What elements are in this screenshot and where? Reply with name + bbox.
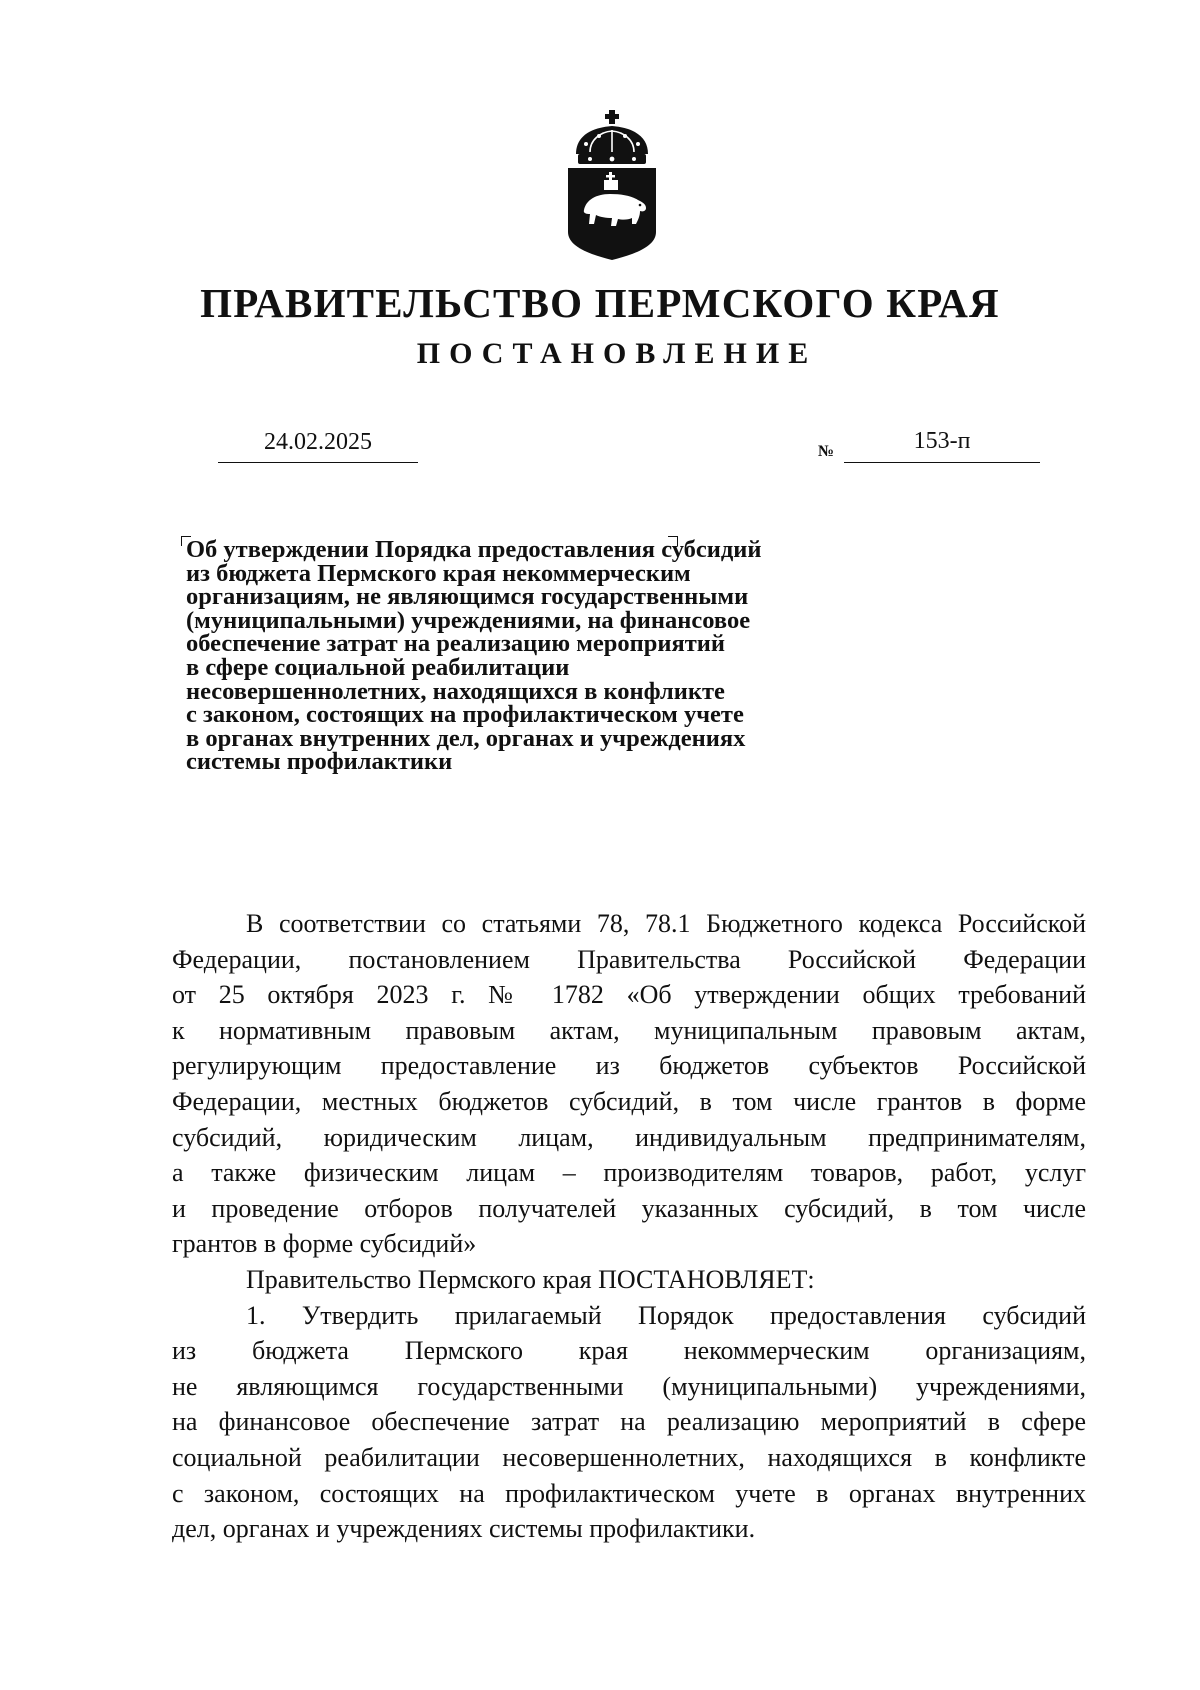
paragraph-preamble — [172, 906, 1086, 1262]
body-line: грантов в форме субсидий» — [172, 1229, 477, 1259]
body-line: Федерации, местных бюджетов субсидий, в том числе грантов в форме — [172, 1086, 1086, 1116]
paragraph-resolves — [172, 1262, 1086, 1298]
body-line: на финансовое обеспечение затрат на реализацию мероприятий в сфере — [172, 1407, 1086, 1437]
body-line: 1. Утвердить прилагаемый Порядок предоставления субсидий — [246, 1300, 1086, 1330]
body-line: Правительство Пермского края ПОСТАНОВЛЯЕТ: — [246, 1264, 815, 1294]
document-number: 153-п — [844, 424, 1040, 463]
title-line: обеспечение затрат на реализацию мероприятий — [186, 630, 726, 658]
body-line: В соответствии со статьями 78, 78.1 Бюджетного кодекса Российской — [246, 909, 1086, 938]
title-line: (муниципальными) учреждениями, на финансовое — [186, 606, 751, 634]
body-line: Федерации, постановлением Правительства Российской Федерации — [172, 944, 1086, 974]
document-type: ПОСТАНОВЛЕНИЕ — [416, 337, 818, 370]
title-line: с законом, состоящих на профилактическом учете — [186, 701, 744, 729]
document-body — [172, 906, 1086, 1547]
title-line: несовершеннолетних, находящихся в конфликте — [186, 677, 725, 705]
body-line: а также физическим лицам – производителям товаров, работ, услуг — [172, 1158, 1086, 1188]
paragraph-item-1 — [172, 1298, 1086, 1547]
body-line: к нормативным правовым актам, муниципальным правовым актам, — [172, 1015, 1086, 1045]
body-line: и проведение отборов получателей указанных субсидий, в том числе — [172, 1193, 1086, 1223]
body-line: дел, органах и учреждениях системы профилактики. — [172, 1514, 756, 1544]
body-line: от 25 октября 2023 г. № 1782 «Об утверждении общих требований — [172, 980, 1086, 1010]
title-line: системы профилактики — [186, 748, 453, 776]
body-line: с законом, состоящих на профилактическом учете в органах внутренних — [172, 1478, 1086, 1508]
body-line: регулирующим предоставление из бюджетов субъектов Российской — [172, 1051, 1086, 1081]
body-line: не являющимся государственными (муниципальными) учреждениями, — [172, 1371, 1086, 1401]
body-line: социальной реабилитации несовершеннолетних, находящихся в конфликте — [172, 1442, 1086, 1472]
title-line: в органах внутренних дел, органах и учреждениях — [186, 724, 746, 752]
number-sign: № — [818, 443, 835, 460]
document-title — [186, 538, 866, 774]
body-line: субсидий, юридическим лицам, индивидуальным предпринимателям, — [172, 1122, 1086, 1152]
organization-name: ПРАВИТЕЛЬСТВО ПЕРМСКОГО КРАЯ — [200, 280, 1000, 326]
title-line: из бюджета Пермского края некоммерческим — [186, 559, 691, 587]
title-line: Об утверждении Порядка предоставления субсидий — [186, 536, 762, 563]
title-line: организациям, не являющимся государственными — [186, 583, 749, 611]
perm-krai-coat-of-arms-icon — [566, 108, 658, 260]
body-line: из бюджета Пермского края некоммерческим организациям, — [172, 1336, 1086, 1366]
title-line: в сфере социальной реабилитации — [186, 653, 570, 681]
document-date: 24.02.2025 — [218, 424, 418, 463]
